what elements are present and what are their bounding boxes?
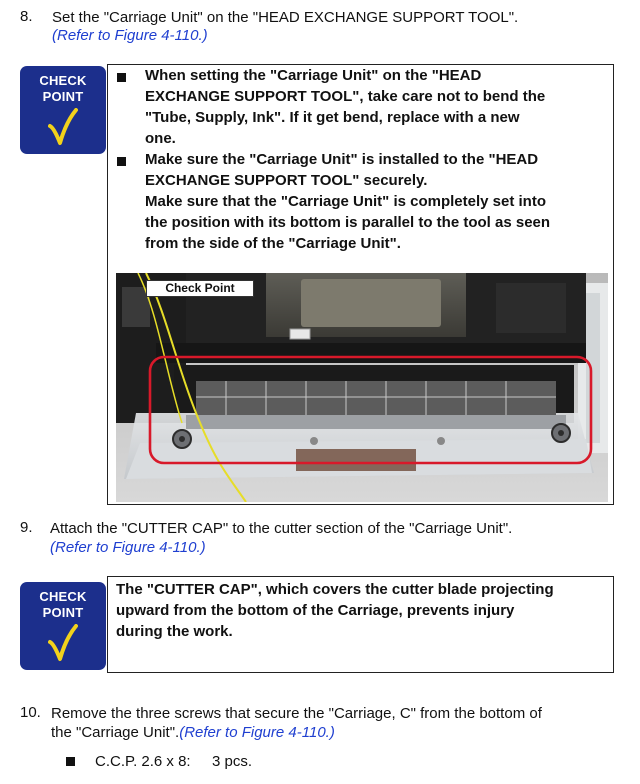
step-8-text: Set the "Carriage Unit" on the "HEAD EXCHANGE SUPPORT TOOL". — [52, 9, 519, 26]
badge-label-check: CHECK — [39, 589, 87, 604]
badge-label-point: POINT — [42, 89, 84, 104]
step-10-text-line-1: Remove the three screws that secure the "Carriage, C" from the bottom of — [51, 705, 542, 722]
step-10-figure-ref[interactable]: (Refer to Figure 4-110.) — [179, 724, 335, 741]
bullet-1-line: EXCHANGE SUPPORT TOOL", take care not to bend the — [145, 88, 546, 105]
screw-quantity: 3 pcs. — [212, 753, 253, 770]
bullet-1-line: "Tube, Supply, Ink". If it get bend, replace with a new — [145, 109, 520, 126]
bullet-marker — [66, 757, 75, 766]
bullet-2-line: Make sure the "Carriage Unit" is installed to the "HEAD — [145, 151, 539, 168]
bullet-marker — [117, 73, 126, 82]
check-point-2-line: The "CUTTER CAP", which covers the cutter blade projecting — [116, 581, 554, 598]
bullet-2-line: the position with its bottom is parallel to the tool as seen — [145, 214, 551, 231]
step-8-number: 8. — [20, 8, 33, 25]
check-mark-icon — [48, 108, 78, 148]
check-point-2-line: during the work. — [116, 623, 233, 640]
step-10-text-prefix: the "Carriage Unit". — [51, 724, 180, 741]
badge-label-point: POINT — [42, 605, 84, 620]
bullet-1-line: When setting the "Carriage Unit" on the "HEAD — [145, 67, 482, 84]
bullet-marker — [117, 157, 126, 166]
carriage-unit-photo — [116, 273, 608, 502]
bullet-1-line: one. — [145, 130, 176, 147]
bullet-2-line: Make sure that the "Carriage Unit" is completely set into — [145, 193, 546, 210]
bullet-2-line: EXCHANGE SUPPORT TOOL" securely. — [145, 172, 428, 189]
check-point-2-line: upward from the bottom of the Carriage, prevents injury — [116, 602, 515, 619]
check-point-badge — [20, 582, 106, 670]
carriage-unit-illustration — [116, 273, 608, 502]
step-9-text: Attach the "CUTTER CAP" to the cutter section of the "Carriage Unit". — [50, 520, 513, 537]
screw-spec: C.C.P. 2.6 x 8: — [95, 753, 191, 770]
step-10-number: 10. — [20, 704, 41, 721]
badge-label-check: CHECK — [39, 73, 87, 88]
step-8-figure-ref[interactable]: (Refer to Figure 4-110.) — [52, 27, 208, 44]
step-9-number: 9. — [20, 519, 33, 536]
step-10-text-line-2 — [51, 723, 335, 742]
check-mark-icon — [48, 624, 78, 664]
check-point-photo-label: Check Point — [146, 280, 254, 297]
bullet-2-line: from the side of the "Carriage Unit". — [145, 235, 401, 252]
check-point-badge — [20, 66, 106, 154]
step-9-figure-ref[interactable]: (Refer to Figure 4-110.) — [50, 539, 206, 556]
check-point-2-text — [116, 579, 611, 642]
check-point-box-2 — [107, 576, 614, 673]
check-point-box-1 — [107, 64, 614, 505]
check-point-bullet-1 — [145, 65, 615, 149]
check-point-bullet-2 — [145, 149, 615, 254]
